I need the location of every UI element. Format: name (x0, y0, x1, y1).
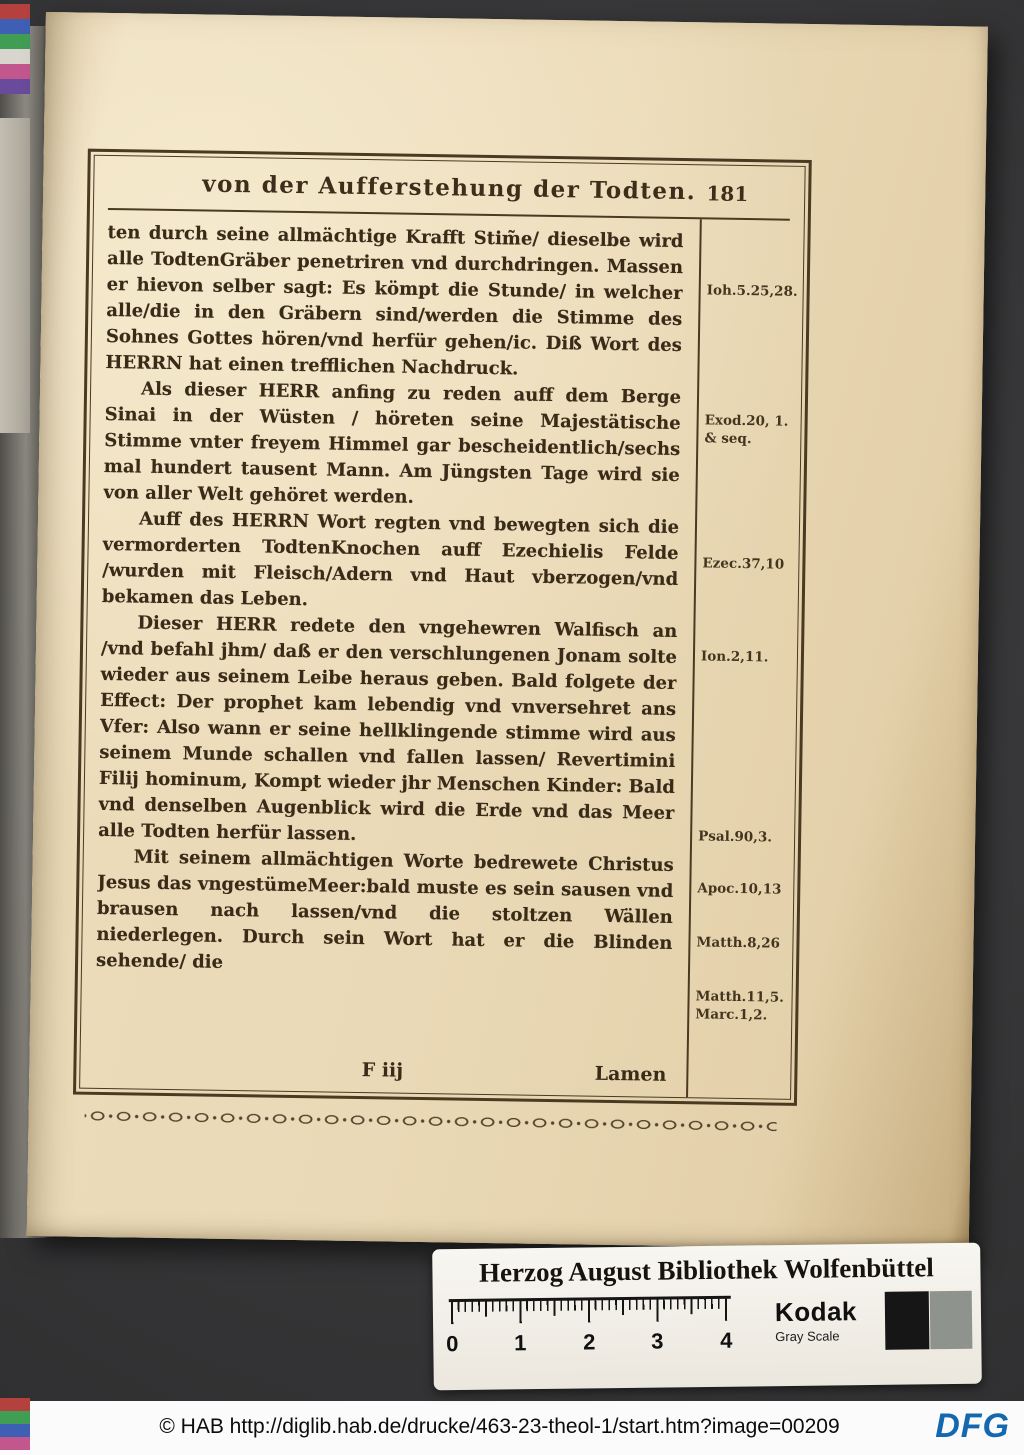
ornament-band (85, 1107, 777, 1136)
paragraph: Auff des HERRN Wort regten vnd bewegten sich die vermorderten TodtenKnochen auff Ezechielis Felde /wurden mit Fleisch/Adern vnd Haut vberzogen/vnd bekamen das Leben. (101, 508, 680, 611)
page-number: 181 (706, 181, 749, 207)
ruler-number: 4 (720, 1327, 733, 1353)
kodak-brand: Kodak (774, 1296, 858, 1328)
cm-ruler (446, 1295, 750, 1365)
body-text (95, 220, 684, 1064)
paragraph: ten durch seine allmächtige Krafft Stim̃e/ dieselbe wird alle TodtenGräber penetriren vnd durchdringen. Massen er hievon selber sagt: Es kömpt die Stunde/ in welcher alle/die in den Gräbern sind/werden die Stimme des Sohnes Gottes hören/vnd herfür gehen/ic. Diß Wort des HERRN hat einen trefflichen Nachdruck. (105, 221, 684, 380)
footer-bar (0, 1401, 1024, 1455)
gray-scale-gray-patch (930, 1291, 973, 1350)
ruler-number: 2 (583, 1329, 596, 1355)
margin-note: Exod.20, 1. & seq. (704, 412, 789, 448)
margin-note: Matth.11,5. Marc.1,2. (695, 988, 784, 1024)
margin-note: Psal.90,3. (698, 828, 773, 846)
margin-note: Ion.2,11. (700, 648, 769, 666)
printed-frame-inner (79, 155, 806, 1100)
color-calibration-strip-top (0, 4, 30, 94)
book-page-scan (27, 12, 988, 1251)
copyright-text: © HAB http://diglib.hab.de/drucke/463-23-theol-1/start.htm?image=00209 (159, 1415, 840, 1438)
ruler-number: 1 (514, 1330, 527, 1356)
previous-page-edge (0, 118, 30, 433)
margin-note: Matth.8,26 (696, 934, 781, 952)
paragraph: Dieser HERR redete den vngehewren Walfisch an /vnd befahl jhm/ daß er den verschlungenen Jonam solte wieder aus seinem Leibe heraus geben. Bald folgete der Effect: Der prophet kam lebendig vnd vnversehret ans Vfer: Also wann er seine hellklingende stimme wird aus seinem Munde schallen vnd fallen lassen/ Revertimini Filij hominum, Kompt wieder jhr Menschen Kinder: Bald vnd denselben Augenblick wird die Erde vnd das Meer alle Todten herfür lassen. (97, 612, 678, 845)
margin-note: Apoc.10,13 (697, 880, 782, 898)
dfg-logo: DFG (935, 1407, 1010, 1445)
running-title: von der Aufferstehung der Todten. (202, 169, 697, 205)
gray-scale-black-patch (885, 1291, 930, 1350)
catchword: Lamen (594, 1062, 667, 1086)
paragraph: Als dieser HERR anfing zu reden auff dem Berge Sinai in der Wüsten / höreten seine Majestätische Stimme vnter freyem Himmel gar bescheidentlich/sechs mal hundert tausent Mann. Am Jüngsten Tage wird sie von aller Welt gehöret werden. (103, 378, 682, 508)
ruler-number: 3 (651, 1328, 664, 1354)
label-lower-row (433, 1285, 982, 1378)
kodak-scale-label (432, 1243, 982, 1391)
text-area (94, 210, 798, 1099)
color-calibration-strip-bottom (0, 1398, 30, 1450)
library-name-label: Herzog August Bibliothek Wolfenbüttel (478, 1252, 934, 1288)
margin-note: Ezec.37,10 (702, 555, 785, 573)
paragraph: Mit seinem allmächtigen Worte bedrewete Christus Jesus das vngestümeMeer:bald muste es sein sausen vnd brausen nach lassen/vnd die stoltzen Wällen niederlegen. Durch sein Wort hat er die Blinden sehende/ die (95, 846, 674, 973)
margin-divider-rule (686, 219, 702, 1097)
ruler-major-ticks (451, 1298, 729, 1324)
printed-frame (73, 149, 812, 1106)
gathering-signature: F iij (361, 1059, 404, 1082)
gray-scale-label: Gray Scale (775, 1328, 840, 1345)
kodak-brand-block (775, 1296, 886, 1344)
margin-note: Ioh.5.25,28. (706, 282, 798, 300)
ruler-number: 0 (446, 1331, 459, 1357)
